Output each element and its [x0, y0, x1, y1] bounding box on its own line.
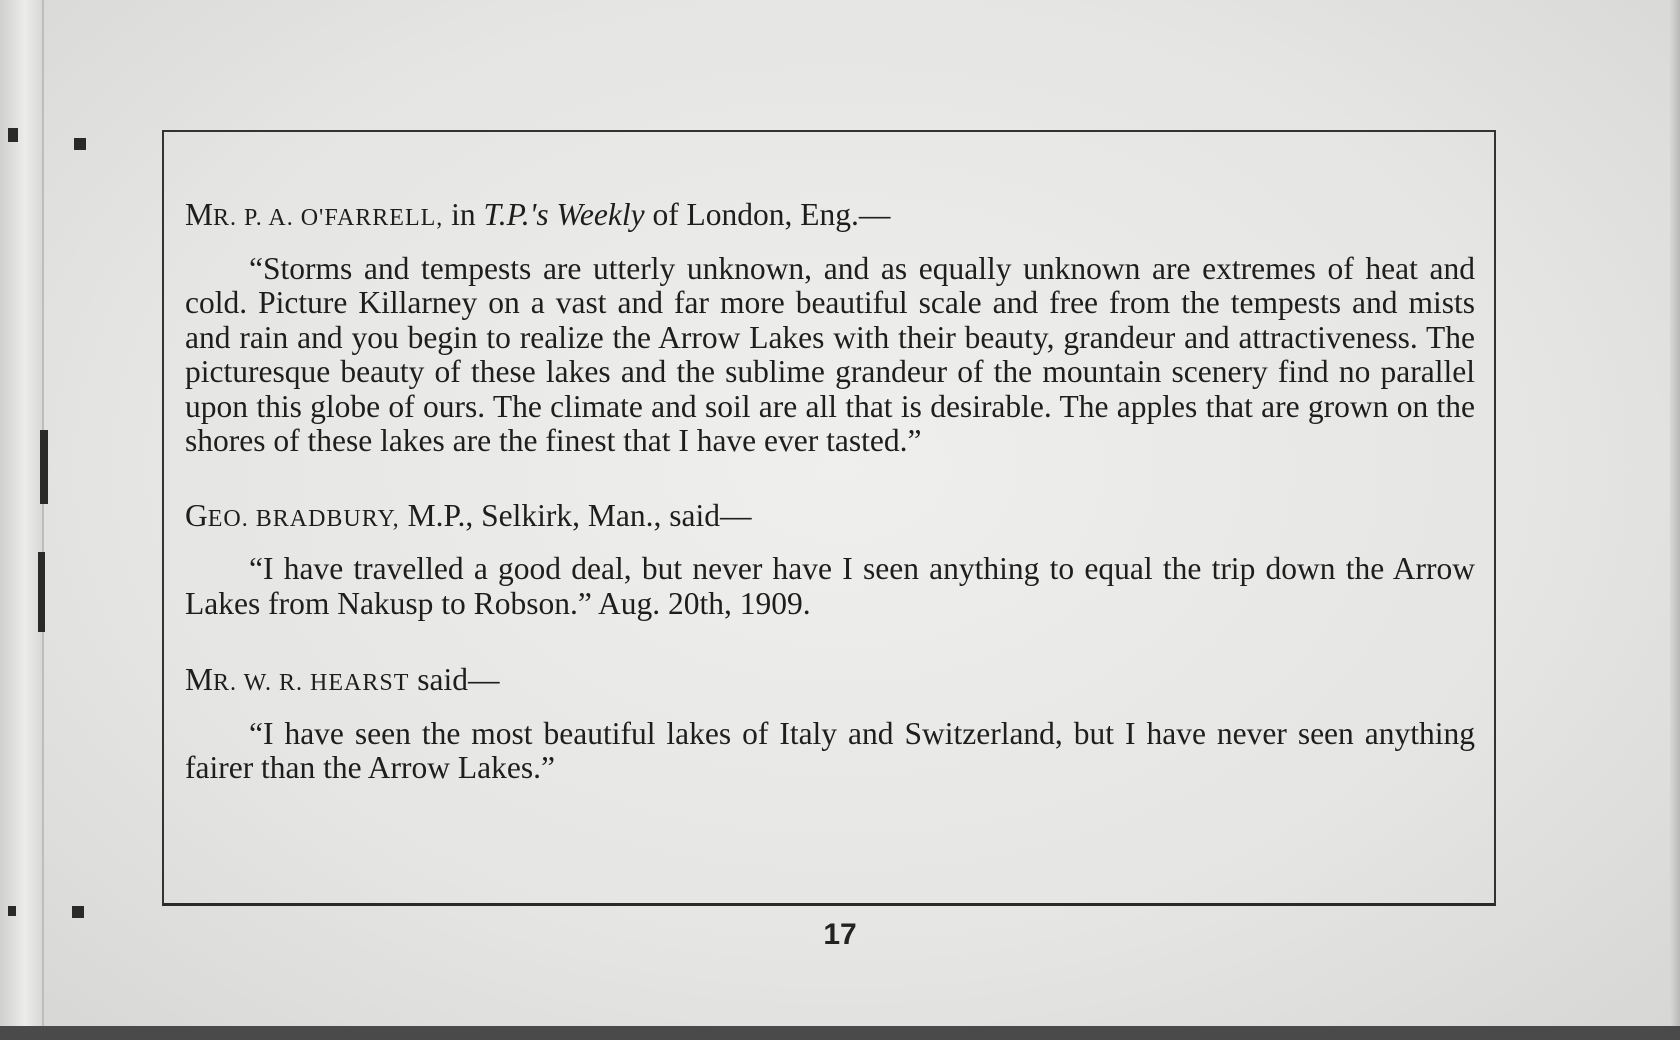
attribution-ofarrell — [185, 198, 1475, 236]
attribution-text: of London, Eng.— — [644, 197, 891, 232]
page-number: 17 — [823, 918, 857, 951]
publication-title: T.P.'s Weekly — [483, 197, 645, 232]
book-spine — [0, 0, 44, 1040]
binding-mark — [40, 430, 48, 504]
binding-mark — [8, 128, 18, 142]
attribution-name: EO. BRADBURY, — [207, 505, 400, 532]
attribution-text: in — [443, 197, 484, 232]
attribution-text: said— — [409, 662, 500, 697]
attribution-name: R. W. R. HEARST — [213, 670, 410, 696]
attribution-hearst — [185, 663, 1475, 701]
quote-bradbury: “I have travelled a good deal, but never have I seen anything to equal the trip down the Arrow Lakes from Nakusp to Robson.” Aug. 20th, 1909. — [185, 551, 1475, 621]
attribution-name: M — [185, 662, 214, 697]
binding-mark — [38, 552, 45, 632]
attribution-text: M.P., Selkirk, Man., said— — [399, 497, 752, 533]
attribution-name: R. P. A. O'FARRELL, — [213, 205, 444, 231]
quote-hearst: “I have seen the most beautiful lakes of Italy and Switzerland, but I have never seen anything fairer than the Arrow Lakes.” — [185, 715, 1475, 785]
attribution-bradbury — [185, 499, 1475, 537]
quote-ofarrell: “Storms and tempests are utterly unknown, and as equally unknown are extremes of heat and cold. Picture Killarney on a vast and far more beautiful scale and free from the tempests and mists and rain and you begin to realize the Arrow Lakes with their beauty, grandeur and attractiveness. The picturesque beauty of these lakes and the sublime grandeur of the mountain scenery find no parallel upon this globe of ours. The climate and soil are all that is desirable. The apples that are grown on the shores of these lakes are the finest that I have ever tasted.” — [185, 250, 1475, 458]
attribution-name: M — [185, 197, 214, 232]
attribution-name: G — [185, 497, 208, 533]
testimonials — [185, 198, 1475, 786]
binding-mark — [8, 906, 16, 916]
page-bottom-edge — [0, 1026, 1680, 1040]
page-edge — [1670, 0, 1680, 1040]
binding-mark — [72, 906, 84, 918]
binding-mark — [74, 138, 86, 150]
